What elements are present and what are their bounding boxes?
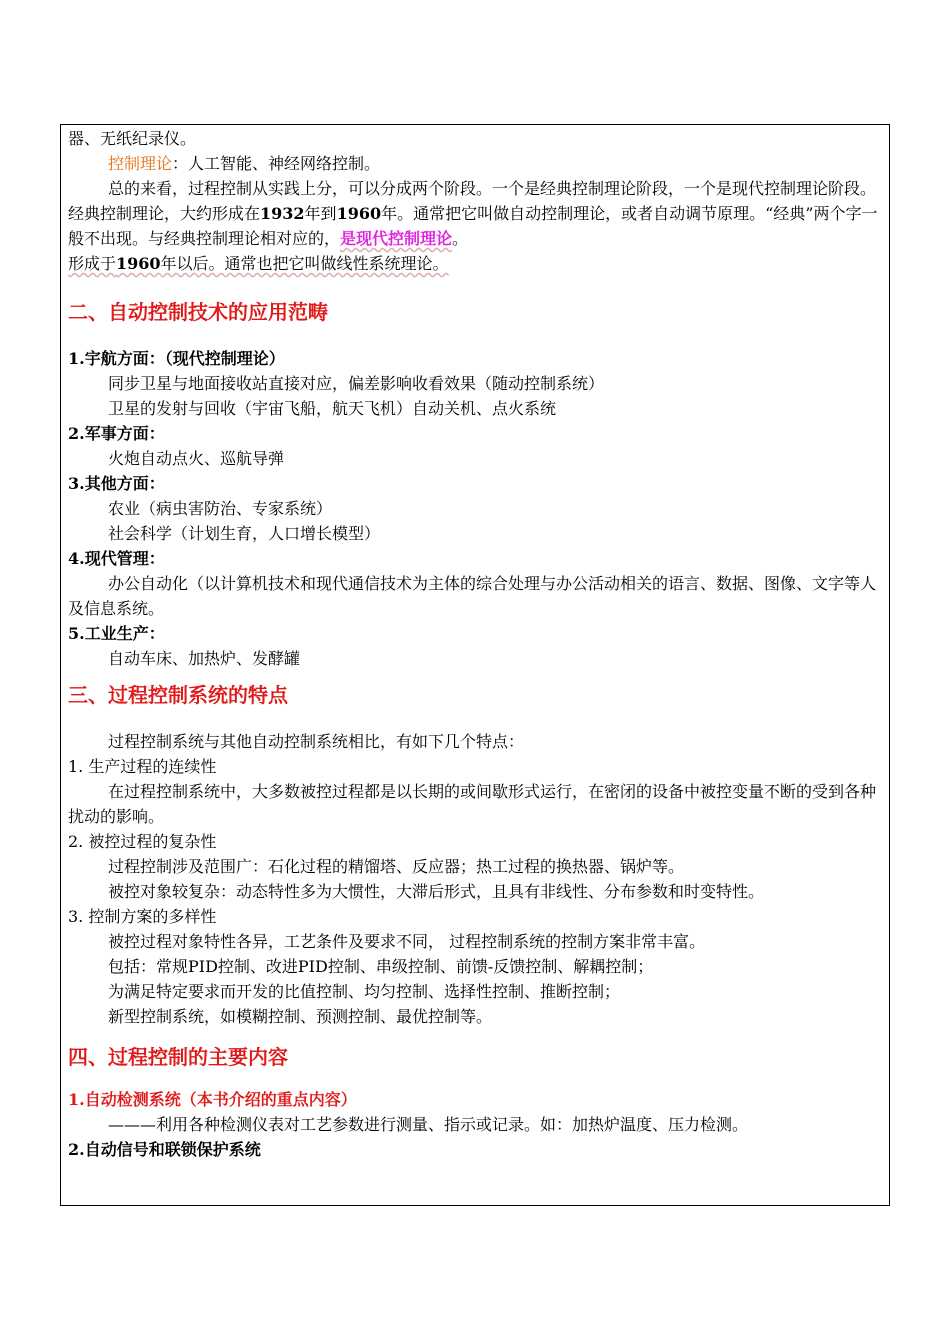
- section2-item-title: 1.宇航方面：（现代控制理论）: [68, 349, 285, 368]
- document-body: [68, 126, 884, 1162]
- section2-item-line: 同步卫星与地面接收站直接对应，偏差影响收看效果（随动控制系统）: [108, 374, 605, 393]
- section3-item-line: 被控对象较复杂：动态特性多为大惯性，大滞后形式，且具有非线性、分布参数和时变特性。: [108, 882, 765, 901]
- section2-item-title: 4.现代管理：: [68, 549, 165, 568]
- section3-item-line: 在过程控制系统中，大多数被控过程都是以长期的或间歇形式运行，在密闭的设备中被控变量不断的受到各种扰动的影响。: [68, 782, 877, 826]
- overview-text-a: 总的来看，过程控制从实践上分，可以分成两个阶段。一个是经典控制理论阶段，一个是现代控制理论阶段。经典控制理论，大约形成在: [68, 179, 877, 223]
- section2-item-line: 办公自动化（以计算机技术和现代通信技术为主体的综合处理与办公活动相关的语言、数据、图像、文字等人及信息系统。: [68, 574, 877, 618]
- section2-item-line: 农业（病虫害防治、专家系统）: [108, 499, 333, 518]
- section4-list: [68, 1087, 884, 1162]
- section3-item-title: 3. 控制方案的多样性: [68, 907, 217, 926]
- overview-text-c: 年。通常把它叫做自动控制理论，或者自动调节原理。“经典”两个字一般不出现。与经典控制理论相对应的，: [68, 204, 878, 248]
- year-1932: 1932: [260, 204, 305, 223]
- section3-intro: 过程控制系统与其他自动控制系统相比，有如下几个特点：: [108, 732, 525, 751]
- section4-item-title: 2.自动信号和联锁保护系统: [68, 1140, 261, 1159]
- section3-item-line: 新型控制系统，如模糊控制、预测控制、最优控制等。: [108, 1007, 493, 1026]
- final-text-a: 形成于: [68, 254, 117, 273]
- section2-item-line: 卫星的发射与回收（宇宙飞船，航天飞机）自动关机、点火系统: [108, 399, 557, 418]
- section2-heading: 二、自动控制技术的应用范畴: [68, 300, 328, 324]
- section3-list: [68, 729, 884, 1029]
- section3-item-line: 包括：常规PID控制、改进PID控制、串级控制、前馈-反馈控制、解耦控制；: [108, 957, 654, 976]
- section2-list: [68, 346, 884, 671]
- section3-item-line: 为满足特定要求而开发的比值控制、均匀控制、选择性控制、推断控制；: [108, 982, 621, 1001]
- section3-item-title: 1. 生产过程的连续性: [68, 757, 217, 776]
- final-text-b: 年以后。通常也把它叫做线性系统理论。: [160, 254, 449, 273]
- control-theory-text: ：人工智能、神经网络控制。: [172, 154, 381, 173]
- intro-line: 器、无纸纪录仪。: [68, 129, 197, 148]
- section3-item-title: 2. 被控过程的复杂性: [68, 832, 217, 851]
- overview-text-d: 。: [452, 229, 469, 248]
- overview-paragraph: [68, 176, 884, 251]
- section4-heading: 四、过程控制的主要内容: [68, 1045, 288, 1069]
- section4-item-title: 1.自动检测系统（本书介绍的重点内容）: [68, 1090, 357, 1109]
- overview-final-line: [68, 251, 884, 276]
- section3-item-line: 过程控制涉及范围广：石化过程的精馏塔、反应器；热工过程的换热器、锅炉等。: [108, 857, 685, 876]
- overview-text-b: 年到: [304, 204, 337, 223]
- section2-item-line: 火炮自动点火、巡航导弹: [108, 449, 285, 468]
- year-1960: 1960: [336, 204, 382, 223]
- section3-heading: 三、过程控制系统的特点: [68, 683, 288, 707]
- section2-item-title: 5.工业生产：: [68, 624, 165, 643]
- section2-item-title: 3.其他方面：: [68, 474, 165, 493]
- section2-item-line: 自动车床、加热炉、发酵罐: [108, 649, 301, 668]
- control-theory-label: 控制理论: [108, 154, 173, 173]
- section3-item-line: 被控过程对象特性各异，工艺条件及要求不同， 过程控制系统的控制方案非常丰富。: [108, 932, 706, 951]
- final-year: 1960: [116, 254, 161, 273]
- modern-control-highlight: 是现代控制理论: [340, 229, 453, 248]
- control-theory-line: [68, 151, 884, 176]
- section2-item-title: 2.军事方面：: [68, 424, 165, 443]
- section2-item-line: 社会科学（计划生育，人口增长模型）: [108, 524, 381, 543]
- section4-item-line: ———利用各种检测仪表对工艺参数进行测量、指示或记录。如：加热炉温度、压力检测。: [108, 1115, 749, 1134]
